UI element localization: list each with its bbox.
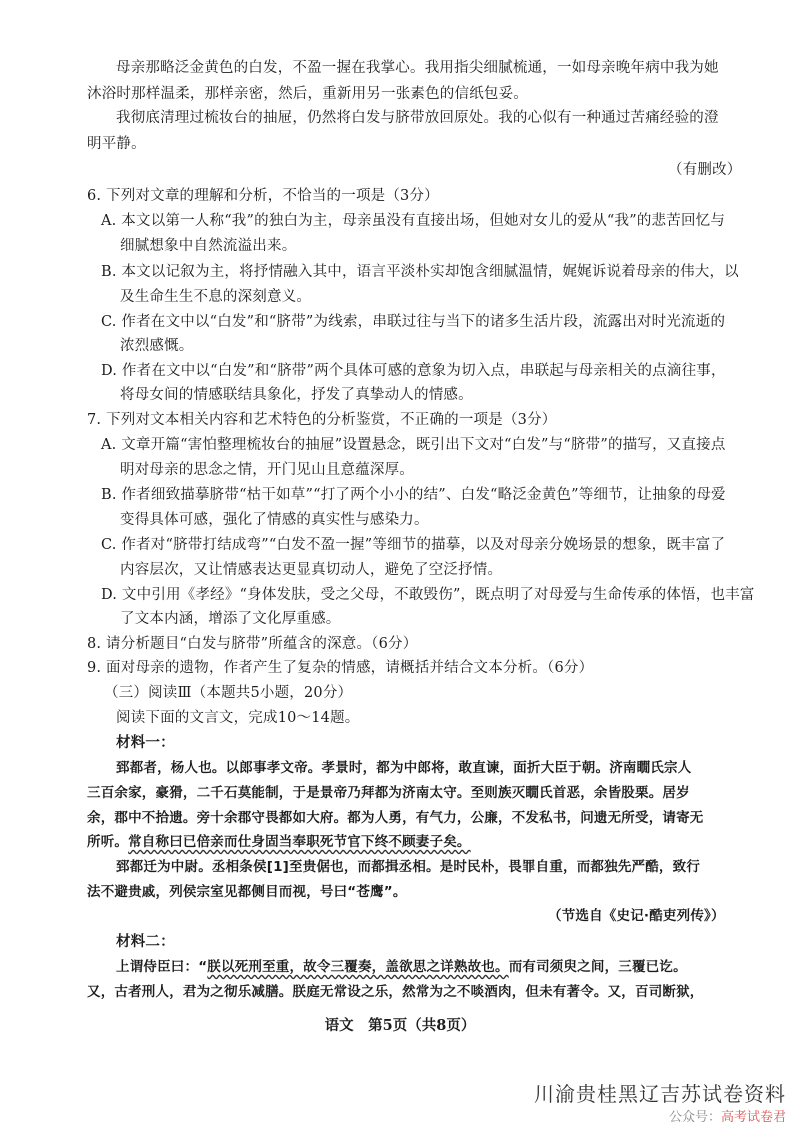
material2-line2: 又，古者刑人，君为之彻乐减膳。朕庭无常设之乐，然常为之不啖酒肉，但未有著令。又，百司断狱，	[87, 984, 704, 1000]
q8-stem: 8. 请分析题目“白发与脐带”所蕴含的深意。（6分）	[87, 636, 418, 652]
material1-line2: 三百余家，豪猾，二千石莫能制，于是景帝乃拜都为济南太守。至则族灭瞯氏首恶，余皆股栗。居岁	[87, 785, 690, 801]
passage-p1-line2: 沐浴时那样温柔，那样亲密，然后，重新用另一张素色的信纸包妥。	[87, 86, 528, 102]
passage-p1-line1: 母亲那略泛金黄色的白发，不盈一握在我掌心。我用指尖细腻梳通，一如母亲晚年病中我为她	[116, 60, 719, 76]
material2-line1	[116, 957, 687, 977]
section3-heading: （三）阅读Ⅲ（本题共5小题，20分）	[104, 685, 353, 701]
material1-underlined-sentence: 常自称曰已倍亲而仕身固当奉职死节官下终不顾妻子矣。	[128, 834, 471, 850]
q7-stem: 7. 下列对文本相关内容和艺术特色的分析鉴赏，不正确的一项是（3分）	[87, 412, 557, 428]
material1-p2-line1: 郅都迁为中尉。丞相条侯[1]至贵倨也，而都揖丞相。是时民朴，畏罪自重，而都独先严酷，致行	[116, 859, 701, 875]
q7-option-c-line1: C. 作者对“脐带打结成弯”“白发不盈一握”等细节的描摹，以及对母亲分娩场景的想象，既丰富了	[101, 537, 726, 553]
watermark-title: 川渝贵桂黑辽吉苏试卷资料	[534, 1082, 786, 1106]
q6-option-b-line1: B. 本文以记叙为主，将抒情融入其中，语言平淡朴实却饱含细腻温情，娓娓诉说着母亲的伟大，以	[101, 264, 739, 280]
material1-p2-line2: 法不避贵戚，列侯宗室见都侧目而视，号曰“苍鹰”。	[87, 884, 407, 900]
material1-line4	[87, 832, 471, 852]
q6-option-a-line1: A. 本文以第一人称“我”的独白为主，母亲虽没有直接出场，但她对女儿的爱从“我”的悲苦回忆与	[101, 213, 726, 229]
passage-p2-line1: 我彻底清理过梳妆台的抽屉，仍然将白发与脐带放回原处。我的心似有一种通过苦痛经验的澄	[116, 110, 719, 126]
q9-stem: 9. 面对母亲的遗物，作者产生了复杂的情感，请概括并结合文本分析。（6分）	[87, 660, 594, 676]
material1-source: （节选自《史记·酷吏列传》）	[548, 908, 725, 924]
q7-option-b-line2: 变得具体可感，强化了情感的真实性与感染力。	[120, 512, 429, 528]
q6-option-d-line1: D. 作者在文中以“白发”和“脐带”两个具体可感的意象为切入点，串联起与母亲相关的点滴往事，	[101, 363, 726, 379]
q7-option-d-line2: 了文本内涵，增添了文化厚重感。	[120, 611, 341, 627]
q6-option-b-line2: 及生命生生不息的深刻意义。	[120, 289, 312, 305]
q6-stem: 6. 下列对文章的理解和分析，不恰当的一项是（3分）	[87, 188, 439, 204]
material2-underlined-sentence: 朕以死刑至重，故令三覆奏，盖欲思之详熟故也。	[207, 959, 509, 975]
passage-p2-line2: 明平静。	[87, 136, 146, 152]
material1-line4-prefix: 所听。	[87, 834, 129, 850]
q6-option-d-line2: 将母女间的情感联结具象化，抒发了真挚动人的情感。	[120, 387, 473, 403]
q7-option-a-line2: 明对母亲的思念之情，开门见山且意蕴深厚。	[120, 462, 414, 478]
q6-option-a-line2: 细腻想象中自然流溢出来。	[120, 238, 297, 254]
material2-line1-suffix: 而有司须臾之间，三覆已讫。	[508, 959, 687, 975]
section3-instruction: 阅读下面的文言文，完成10～14题。	[116, 710, 360, 726]
q7-option-d-line1: D. 文中引用《孝经》“身体发肤，受之父母，不敢毁伤”，既点明了对母爱与生命传承的体悟，也丰富	[101, 587, 755, 603]
passage-source-note: （有删改）	[668, 162, 742, 178]
q7-option-a-line1: A. 文章开篇“害怕整理梳妆台的抽屉”设置悬念，既引出下文对“白发”与“脐带”的描写，又直接点	[101, 437, 726, 453]
material1-line3: 余，郡中不拾遗。旁十余郡守畏都如大府。都为人勇，有气力，公廉，不发私书，问遗无所受，请寄无	[87, 810, 704, 826]
material2-line1-prefix: 上谓侍臣曰：“	[116, 959, 208, 975]
q7-option-b-line1: B. 作者细致描摹脐带“枯干如草”“打了两个小小的结”、白发“略泛金黄色”等细节，让抽象的母爱	[101, 487, 726, 503]
material1-line1: 郅都者，杨人也。以郎事孝文帝。孝景时，都为中郎将，敢直谏，面折大臣于朝。济南瞯氏宗人	[116, 760, 692, 776]
material1-label: 材料一：	[116, 734, 175, 751]
q6-option-c-line1: C. 作者在文中以“白发”和“脐带”为线索，串联过往与当下的诸多生活片段，流露出对时光流逝的	[101, 314, 726, 330]
q6-option-c-line2: 浓烈感慨。	[120, 338, 194, 354]
q7-option-c-line2: 内容层次，又让情感表达更显真切动人，避免了空泛抒情。	[120, 562, 503, 578]
watermark-subtitle	[669, 1106, 786, 1125]
page-footer: 语文 第5页（共8页）	[324, 1017, 476, 1034]
material2-label: 材料二：	[116, 933, 175, 950]
watermark-account: 高考试卷君	[720, 1110, 786, 1125]
watermark-prefix: 公众号：	[668, 1110, 721, 1125]
